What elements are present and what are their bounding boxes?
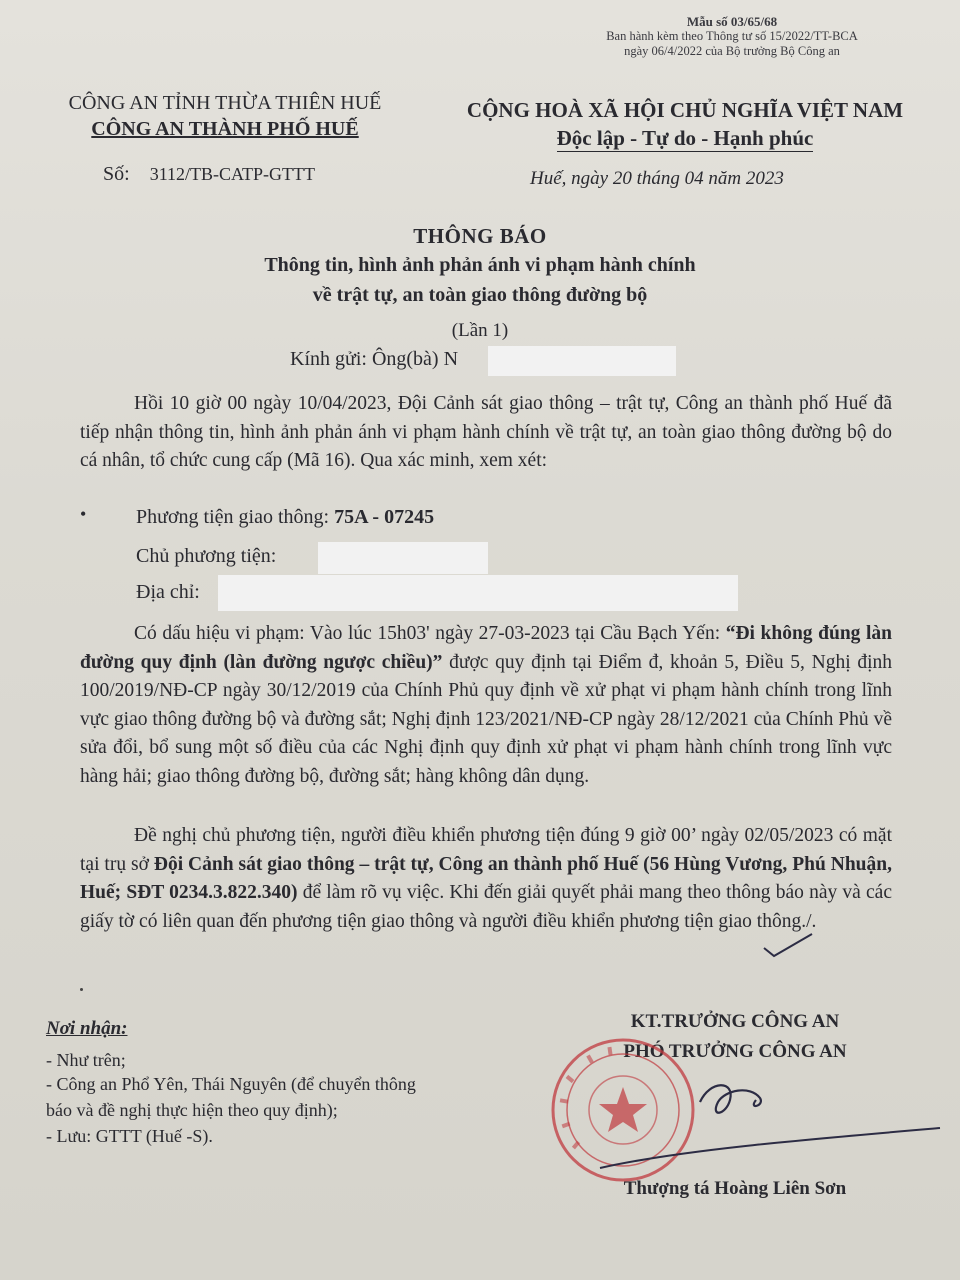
margin-mark	[80, 988, 83, 991]
request-lead: Đề nghị chủ phương tiện, người điều khiển phương tiện đúng 9 giờ 00’ ngày 02/05/2023 có mặt tại trụ sở	[80, 825, 892, 875]
document-number-value: 3112/TB-CATP-GTTT	[149, 164, 316, 184]
redacted-recipient-name	[488, 346, 676, 376]
address-label: Địa chỉ:	[136, 581, 200, 603]
redacted-address	[218, 575, 738, 611]
notice-subtitle-2: về trật tự, an toàn giao thông đường bộ	[312, 284, 648, 306]
vehicle-plate: 75A - 07245	[334, 506, 435, 528]
form-issued-by: Ban hành kèm theo Thông tư số 15/2022/TT-BCA	[606, 29, 858, 43]
national-header	[425, 96, 945, 152]
notice-title: THÔNG BÁO	[413, 224, 547, 248]
handwritten-signature-icon	[560, 1040, 950, 1190]
signature-line-1: KT.TRƯỞNG CÔNG AN	[630, 1011, 840, 1032]
request-rest: để làm rõ vụ việc. Khi đến giải quyết phải mang theo thông báo này và các giấy tờ có liên quan đến phương tiện giao thông và người điều khiển phương tiện giao thông./.	[80, 882, 892, 932]
request-location: Đội Cảnh sát giao thông – trật tự, Công an thành phố Huế (56 Hùng Vương, Phú Nhuận, Huế; SĐT 0234.3.822.340)	[80, 853, 892, 903]
recipient-item: - Như trên;	[46, 1050, 126, 1070]
nation-name: CỘNG HOÀ XÃ HỘI CHỦ NGHĨA VIỆT NAM	[466, 98, 904, 122]
violation-description: “Đi không đúng làn đường quy định (làn đường ngược chiều)”	[80, 623, 893, 673]
authority-city: CÔNG AN THÀNH PHỐ HUẾ	[91, 118, 359, 140]
form-number: Mẫu số 03/65/68	[686, 14, 778, 29]
nation-motto: Độc lập - Tự do - Hạnh phúc	[556, 126, 814, 150]
checkmark-icon	[760, 930, 820, 960]
vehicle-label: Phương tiện giao thông:	[136, 506, 330, 528]
recipient-item: báo và đề nghị thực hiện theo quy định);	[46, 1100, 338, 1120]
issuing-authority	[30, 90, 420, 142]
signer-name: Thượng tá Hoàng Liên Sơn	[623, 1178, 847, 1199]
form-issued-date: ngày 06/4/2022 của Bộ trưởng Bộ Công an	[624, 44, 840, 58]
form-number-block	[562, 14, 902, 59]
recipient-item: - Công an Phổ Yên, Thái Nguyên (để chuyển thông	[46, 1074, 416, 1094]
violation-legal-basis: được quy định tại Điểm đ, khoản 5, Điều 5, Nghị định 100/2019/NĐ-CP ngày 30/12/2019 của Chính Phủ quy định về xử phạt vi phạm hành chính trong lĩnh vực giao thông đường bộ và đường sắt; Nghị định 123/2021/NĐ-CP ngày 28/12/2021 của Chính Phủ về sửa đổi, bổ sung một số điều của các Nghị định quy định xử phạt vi phạm hành chính trong lĩnh vực hàng hải; giao thông đường bộ, đường sắt; hàng không dân dụng.	[80, 651, 892, 787]
redacted-owner	[318, 542, 488, 574]
intro-paragraph: Hồi 10 giờ 00 ngày 10/04/2023, Đội Cảnh sát giao thông – trật tự, Công an thành phố Huế đã tiếp nhận thông tin, hình ảnh phản ánh vi phạm hành chính về trật tự, an toàn giao thông đường bộ do cá nhân, tổ chức cung cấp (Mã 16). Qua xác minh, xem xét:	[80, 393, 892, 471]
violation-paragraph	[80, 620, 892, 791]
vehicle-line	[136, 506, 434, 529]
document-number-label: Số:	[103, 163, 130, 185]
owner-label: Chủ phương tiện:	[136, 545, 277, 567]
recipient-item: - Lưu: GTTT (Huế -S).	[46, 1126, 213, 1146]
signature-line-2: PHÓ TRƯỞNG CÔNG AN	[623, 1041, 847, 1062]
notice-subtitle-1: Thông tin, hình ảnh phản ánh vi phạm hành chính	[264, 254, 696, 276]
request-paragraph	[80, 822, 892, 936]
recipients-heading: Nơi nhận:	[46, 1018, 128, 1039]
salutation: Kính gửi: Ông(bà) N	[290, 348, 459, 370]
document-number	[103, 163, 315, 186]
violation-lead: Có dấu hiệu vi phạm: Vào lúc 15h03' ngày 27-03-2023 tại Cầu Bạch Yến:	[134, 623, 721, 644]
place-date: Huế, ngày 20 tháng 04 năm 2023	[530, 168, 784, 189]
authority-province: CÔNG AN TỈNH THỪA THIÊN HUẾ	[68, 92, 382, 114]
notice-attempt: (Lần 1)	[451, 320, 509, 341]
bullet-mark: •	[80, 504, 87, 524]
